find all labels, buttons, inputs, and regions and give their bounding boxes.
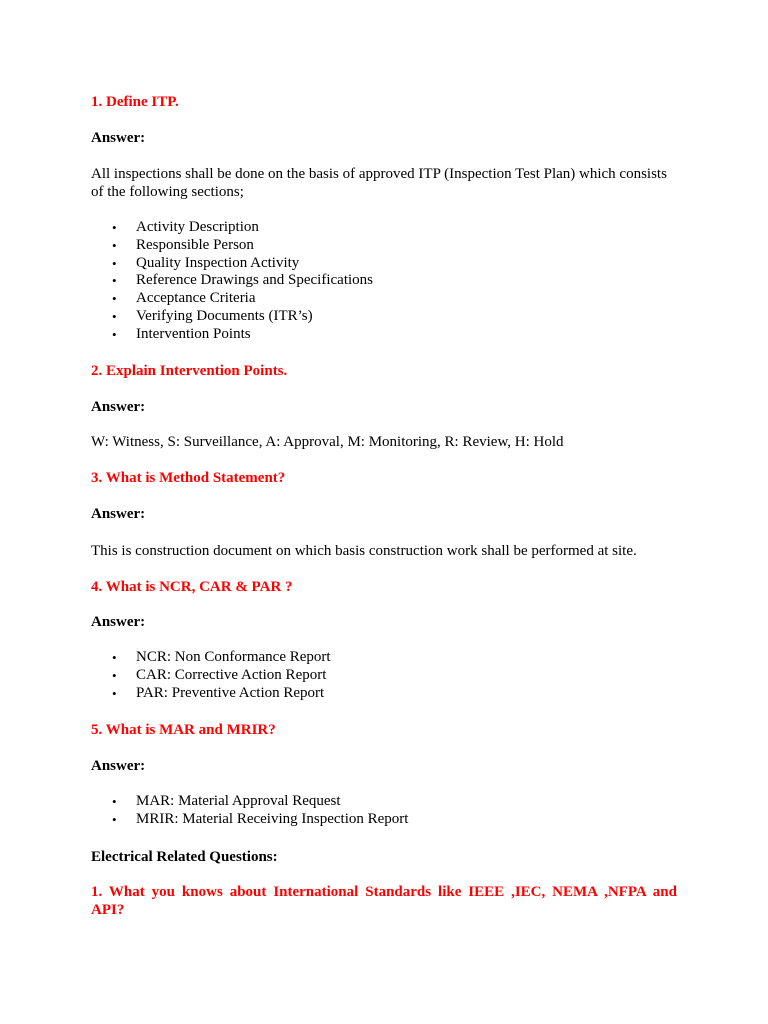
list-item: • Verifying Documents (ITR’s) — [112, 307, 313, 324]
bullet-icon: • — [112, 667, 117, 683]
list-item: • Quality Inspection Activity — [112, 254, 300, 271]
list-item: • CAR: Corrective Action Report — [112, 666, 327, 683]
list-item: • Reference Drawings and Specifications — [112, 272, 373, 289]
list-item: • MRIR: Material Receiving Inspection Report — [112, 810, 409, 827]
list-item: • Intervention Points — [112, 325, 251, 342]
bullet-icon: • — [112, 291, 117, 307]
question-4-ncr-car-par: 4. What is NCR, CAR & PAR ? — [91, 579, 293, 595]
list-item: • Responsible Person — [112, 236, 254, 253]
question-1-define-itp: 1. Define ITP. — [91, 94, 179, 110]
bullet-icon: • — [112, 326, 117, 342]
bullet-icon: • — [112, 685, 117, 701]
question-5-mar-mrir: 5. What is MAR and MRIR? — [91, 722, 276, 738]
question-2-intervention-points: 2. Explain Intervention Points. — [91, 363, 288, 379]
bullet-icon: • — [112, 811, 117, 827]
bullet-icon: • — [112, 794, 117, 809]
answer-label: Answer: — [91, 506, 146, 522]
ncr-car-par-list — [91, 649, 331, 702]
electrical-question-1-line-2: API? — [91, 902, 125, 918]
answer-label: Answer: — [91, 758, 146, 774]
list-item: • Activity Description — [112, 219, 259, 235]
list-item: • Acceptance Criteria — [112, 290, 256, 307]
answer-label: Answer: — [91, 130, 146, 146]
list-item: • NCR: Non Conformance Report — [112, 649, 331, 665]
bullet-icon: • — [112, 650, 117, 665]
bullet-icon: • — [112, 220, 117, 235]
list-item: • MAR: Material Approval Request — [112, 793, 341, 809]
electrical-question-1-line-1: 1. What you knows about International Standards like IEEE ,IEC, NEMA ,NFPA and — [91, 884, 677, 900]
itp-paragraph-line-2: of the following sections; — [91, 184, 244, 200]
answer-label: Answer: — [91, 399, 146, 415]
intervention-points-paragraph: W: Witness, S: Surveillance, A: Approval, M: Monitoring, R: Review, H: Hold — [91, 434, 564, 450]
electrical-questions-heading: Electrical Related Questions: — [91, 849, 278, 865]
list-item: • PAR: Preventive Action Report — [112, 684, 325, 701]
method-statement-paragraph: This is construction document on which basis construction work shall be performed at site. — [91, 543, 637, 559]
itp-paragraph-line-1: All inspections shall be done on the basis of approved ITP (Inspection Test Plan) which consists — [91, 166, 667, 182]
question-3-method-statement: 3. What is Method Statement? — [91, 470, 286, 486]
mar-mrir-list — [91, 793, 408, 829]
itp-sections-list — [91, 219, 373, 344]
bullet-icon: • — [112, 237, 117, 253]
answer-label: Answer: — [91, 614, 146, 630]
bullet-icon: • — [112, 308, 117, 324]
bullet-icon: • — [112, 273, 117, 289]
bullet-icon: • — [112, 255, 117, 271]
